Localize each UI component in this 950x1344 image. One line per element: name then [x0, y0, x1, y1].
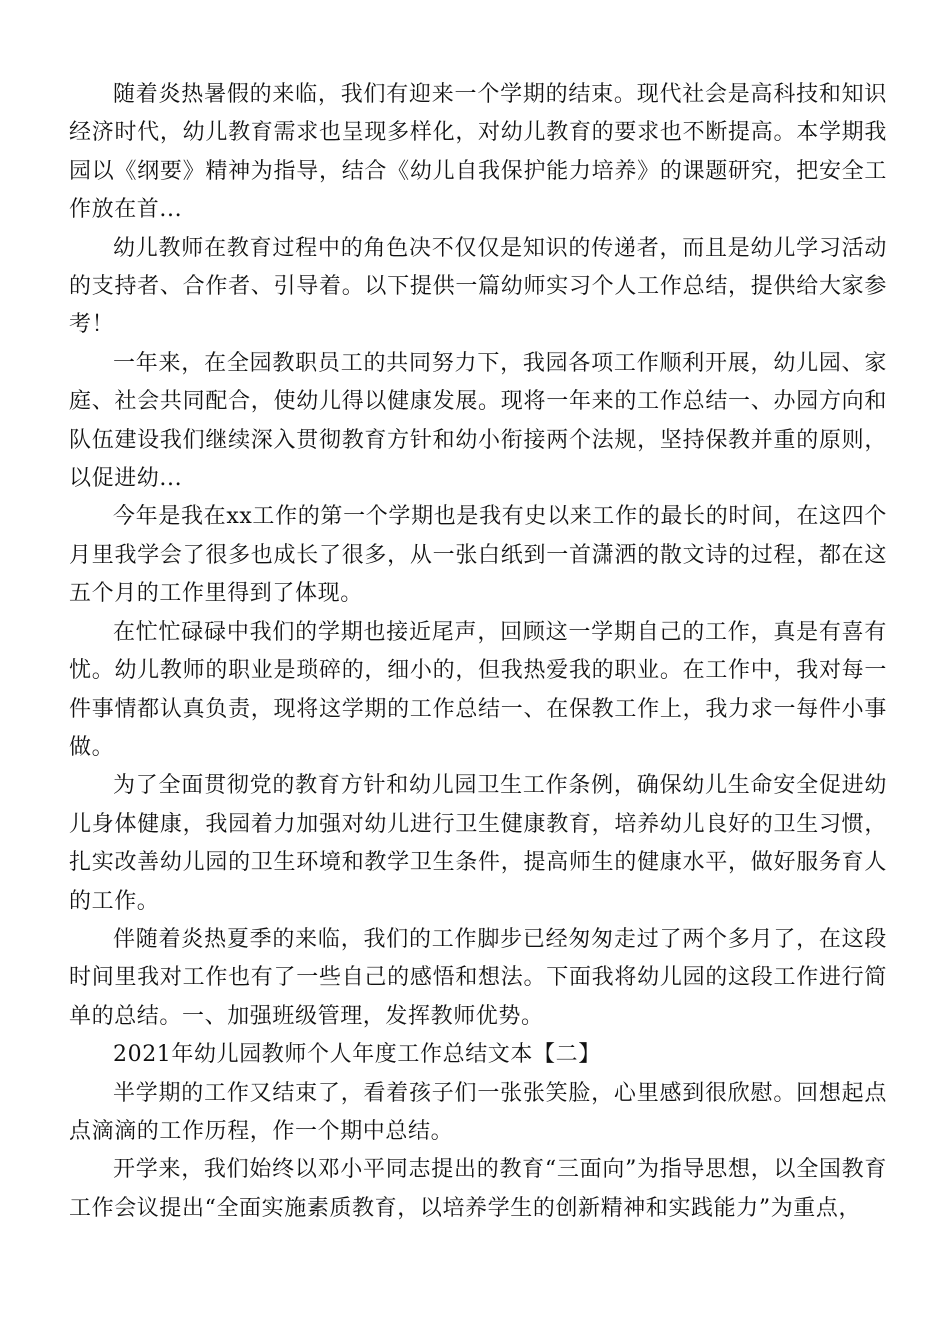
paragraph-first-semester: 今年是我在xx工作的第一个学期也是我有史以来工作的最长的时间，在这四个月里我学会了很多也成长了很多，从一张白纸到一首潇洒的散文诗的过程，都在这五个月的工作里得到了体现。	[69, 504, 887, 607]
paragraph-health-education: 为了全面贯彻党的教育方针和幼儿园卫生工作条例，确保幼儿生命安全促进幼儿身体健康，我园着力加强对幼儿进行卫生健康教育，培养幼儿良好的卫生习惯，扎实改善幼儿园的卫生环境和教学卫生条件，提高师生的健康水平，做好服务育人的工作。	[69, 773, 887, 914]
paragraph-summer-work: 伴随着炎热夏季的来临，我们的工作脚步已经匆匆走过了两个多月了，在这段时间里我对工作也有了一些自己的感悟和想法。下面我将幼儿园的这段工作进行简单的总结。一、加强班级管理，发挥教师优势。	[69, 926, 887, 1029]
paragraph-year-review: 一年来，在全园教职员工的共同努力下，我园各项工作顺利开展，幼儿园、家庭、社会共同配合，使幼儿得以健康发展。现将一年来的工作总结一、办园方向和队伍建设我们继续深入贯彻教育方针和幼小衔接两个法规，坚持保教并重的原则，以促进幼...	[69, 350, 887, 492]
paragraph-half-semester: 半学期的工作又结束了，看着孩子们一张张笑脸，心里感到很欣慰。回想起点点滴滴的工作历程，作一个期中总结。	[69, 1080, 887, 1144]
section-heading: 2021年幼儿园教师个人年度工作总结文本【二】	[113, 1042, 601, 1068]
paragraph-summer-semester-end: 随着炎热暑假的来临，我们有迎来一个学期的结束。现代社会是高科技和知识经济时代，幼儿教育需求也呈现多样化，对幼儿教育的要求也不断提高。本学期我园以《纲要》精神为指导，结合《幼儿自我保护能力培养》的课题研究，把安全工作放在首...	[69, 82, 887, 223]
paragraph-guiding-thought: 开学来，我们始终以邓小平同志提出的教育“三面向”为指导思想，以全国教育工作会议提出“全面实施素质教育，以培养学生的创新精神和实践能力”为重点，	[69, 1157, 887, 1221]
paragraph-busy-semester: 在忙忙碌碌中我们的学期也接近尾声，回顾这一学期自己的工作，真是有喜有忧。幼儿教师的职业是琐碎的，细小的，但我热爱我的职业。在工作中，我对每一件事情都认真负责，现将这学期的工作总结一、在保教工作上，我力求一每件小事做。	[69, 619, 887, 760]
document-page	[69, 76, 887, 1228]
paragraph-teacher-role: 幼儿教师在教育过程中的角色决不仅仅是知识的传递者，而且是幼儿学习活动的支持者、合作者、引导着。以下提供一篇幼师实习个人工作总结，提供给大家参考！	[69, 235, 887, 338]
